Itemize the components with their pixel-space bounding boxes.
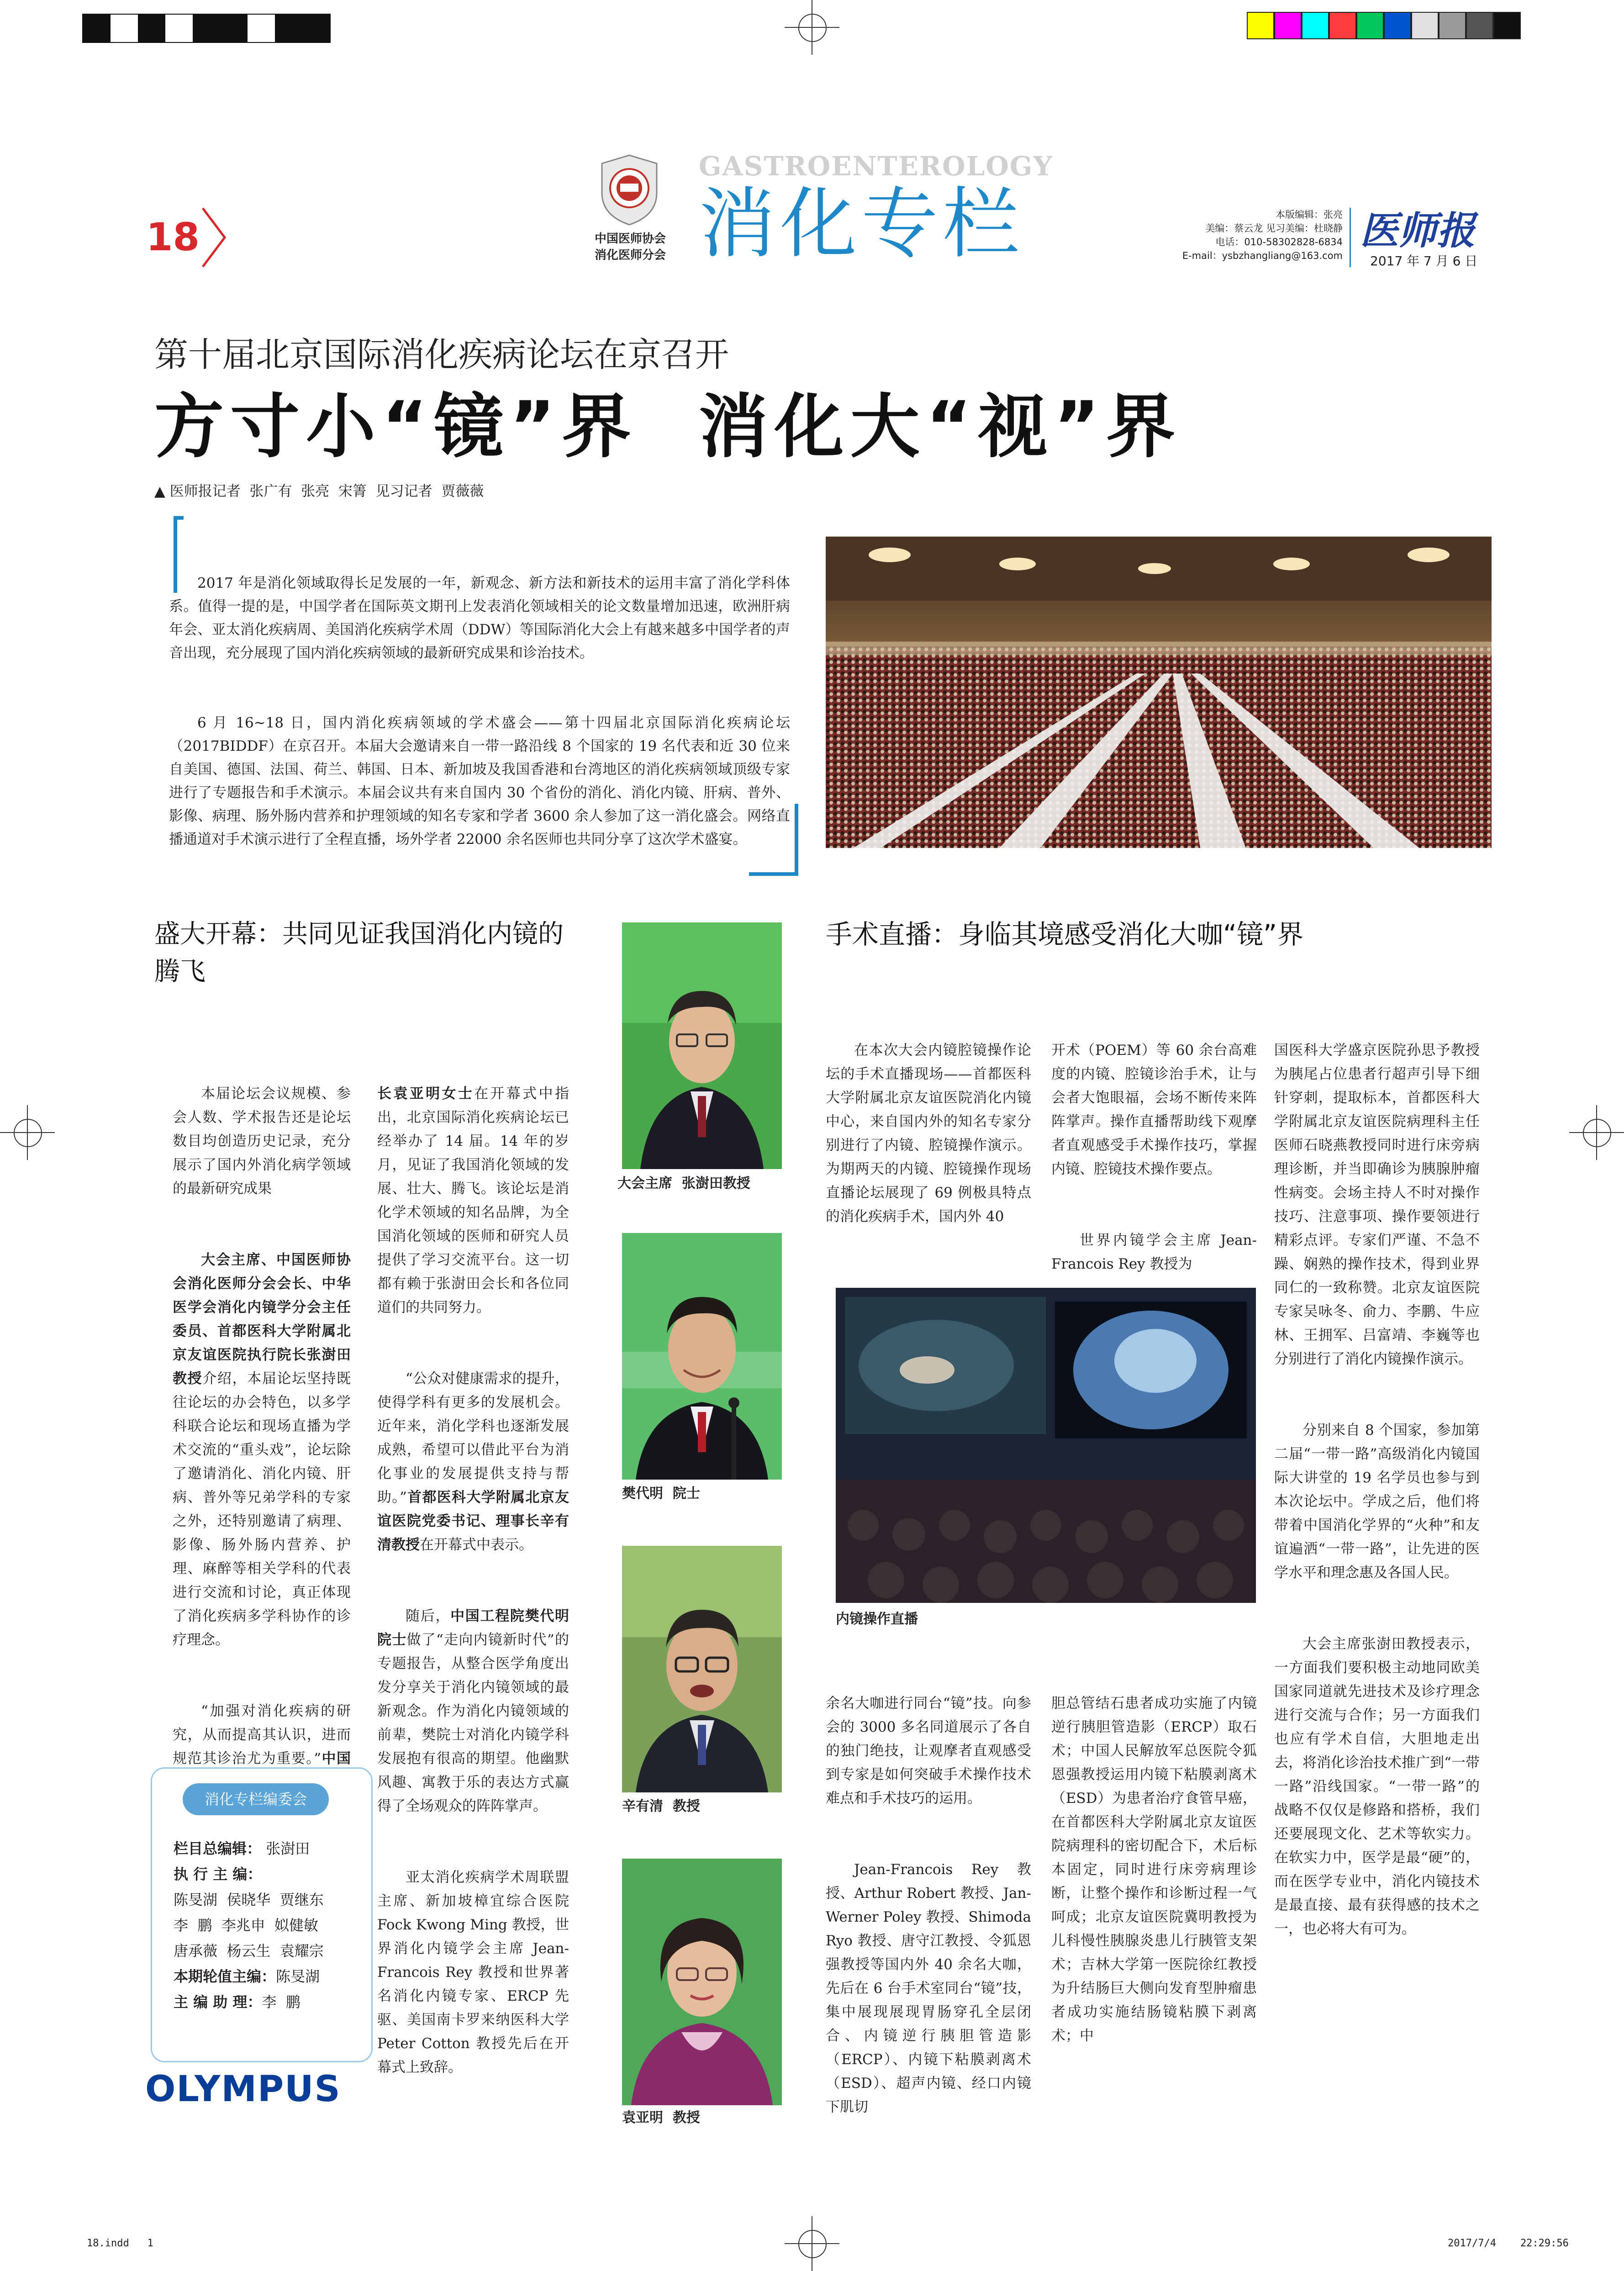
intro-text — [169, 525, 790, 875]
body-column-5 — [1274, 991, 1480, 1965]
col2-bold-2: 首都医科大学附属北京友谊医院党委书记、理事长辛有清教授 — [377, 1489, 569, 1553]
col2-paragraph-3 — [377, 1604, 569, 1818]
portrait-caption-3: 辛有清 教授 — [622, 1798, 700, 1814]
section-title-opening: 盛大开幕：共同见证我国消化内镜的腾飞 — [154, 919, 564, 986]
surgery-caption: 内镜操作直播 — [836, 1611, 918, 1627]
col2-bold-1: 长袁亚明女士 — [377, 1085, 475, 1102]
color-swatch — [1466, 12, 1493, 39]
footer-file: 18.indd 1 — [87, 2238, 153, 2249]
portrait-fan-daiming — [622, 1233, 782, 1480]
col1-bold-3: 中国 — [321, 1750, 351, 1767]
editorial-board-tab: 消化专栏编委会 — [183, 1783, 329, 1815]
rotating-editor-label: 本期轮值主编： — [174, 1968, 276, 1985]
col1-paragraph-1 — [173, 1082, 351, 1201]
article-kicker: 第十届北京国际消化疾病论坛在京召开 — [154, 335, 729, 374]
chief-editor-label: 栏目总编辑： — [174, 1840, 262, 1857]
intro-paragraph-1: 2017 年是消化领域取得长足发展的一年，新观念、新方法和新技术的运用丰富了消化学科体系。值得一提的是，中国学者在国际英文期刊上发表消化领域相关的论文数量增加迅速，欧洲肝病年会、亚太消化疾病周、美国消化疾病学术周（DDW）等国际消化大会上有越来越多中国学者的声音出现，充分展现了国内消化疾病领域的最新研究成果和诊治技术。 — [169, 575, 790, 661]
executive-editors-label: 执 行 主 编： — [174, 1865, 262, 1883]
credits — [1169, 208, 1343, 263]
editor-assistant-label: 主 编 助 理： — [174, 1993, 262, 2011]
credit-designer: 美编：蔡云龙 见习美编：杜晓静 — [1205, 223, 1343, 234]
col5-paragraph-1: 国医科大学盛京医院孙思予教授为胰尾占位患者行超声引导下细针穿刺，提取标本，首都医科大学附属北京友谊医院病理科主任医师石晓燕教授同时进行床旁病理诊断，并当即确诊为胰腺肿瘤性病变。会场主持人不时对操作技巧、注意事项、操作要领进行精彩点评。专家们严谨、不急不躁、娴熟的操作技术，得到业界同仁的一致称赞。北京友谊医院专家吴咏冬、俞力、李鹏、牛应林、王拥军、吕富靖、李巍等也分别进行了消化内镜操作演示。 — [1274, 1042, 1480, 1367]
registration-mark-top — [785, 0, 839, 55]
credit-email: E-mail：ysbzhangliang@163.com — [1182, 250, 1343, 261]
portrait-caption-1: 大会主席 张澍田教授 — [617, 1175, 750, 1191]
col4-paragraph-2: 世界内镜学会主席 Jean-Francois Rey 教授为 — [1051, 1232, 1257, 1272]
english-title: GASTROENTEROLOGY — [699, 151, 1053, 182]
sponsor-logo: OLYMPUS — [145, 2069, 341, 2110]
col2-text-1: 在开幕式中指出，北京国际消化疾病论坛已经举办了 14 届。14 年的岁月，见证了我国消化领域的发展、壮大、腾飞。该论坛是消化学术领域的知名品牌，为全国消化领域的医师和研究人员提供了学习交流平台。这一切都有赖于张澍田会长和各位同道们的共同努力。 — [377, 1085, 569, 1316]
col2-text-2b: 在开幕式中表示。 — [420, 1537, 533, 1553]
rotating-editor: 陈旻湖 — [276, 1968, 320, 1985]
intro-paragraph-2: 6 月 16~18 日，国内消化疾病领域的学术盛会——第十四届北京国际消化疾病论坛（2017BIDDF）在京召开。本届大会邀请来自一带一路沿线 8 个国家的 19 名代表和近 30 位来自美国、德国、法国、荷兰、韩国、日本、新加坡及我国香港和台湾地区的消化疾病领域顶级专家进行了专题报告和手术演示。本届会议共有来自国内 30 个省份的消化、消化内镜、肝病、普外、影像、病理、肠外肠内营养和护理领域的知名专家和学者 3600 余人参加了这一消化盛会。网络直播通道对手术演示进行了全程直播，场外学者 22000 余名医师也共同分享了这次学术盛宴。 — [169, 715, 790, 848]
color-swatch — [1274, 12, 1302, 39]
org-name — [575, 231, 685, 263]
col3-paragraph-1: 在本次大会内镜腔镜操作论坛的手术直播现场——首都医科大学附属北京友谊医院消化内镜中心，来自国内外的知名专家分别进行了内镜、腔镜操作演示。为期两天的内镜、腔镜操作现场直播论坛展现了 69 例极具特点的消化疾病手术，国内外 40 — [826, 1042, 1031, 1225]
grayscale-bar — [82, 14, 331, 43]
col2-text-3: 随后， — [406, 1608, 451, 1624]
body-column-2 — [377, 1034, 574, 2103]
org-line-2: 消化医师分会 — [594, 248, 666, 262]
editor-assistant: 李 鹏 — [262, 1993, 301, 2011]
col1-paragraph-2 — [173, 1248, 351, 1652]
color-swatch — [1439, 12, 1466, 39]
col2-paragraph-2 — [377, 1367, 569, 1557]
color-swatch — [1329, 12, 1356, 39]
association-seal-icon — [597, 153, 661, 227]
live-surgery-photo — [836, 1288, 1256, 1603]
executive-editors-line-1: 陈旻湖 侯晓华 贾继东 — [174, 1891, 324, 1908]
body-column-1 — [173, 1034, 351, 1818]
page-number: 18 — [146, 215, 200, 259]
portrait-xin-youqing — [622, 1546, 782, 1792]
col3-paragraph-2: 余名大咖进行同台“镜”技。向参会的 3000 多名同道展示了各自的独门绝技，让观摩者直观感受到专家是如何突破手术操作技术难点和手术技巧的运用。 — [826, 1695, 1031, 1807]
color-swatch — [1356, 12, 1384, 39]
portrait-caption-4: 袁亚明 教授 — [622, 2110, 700, 2126]
col5-paragraph-3: 大会主席张澍田教授表示，一方面我们要积极主动地同欧美国家同道就先进技术及诊疗理念进行交流与合作；另一方面我们也应有学术自信，大胆地走出去，将消化诊治技术推广到“一带一路”沿线国家。“一带一路”的战略不仅仅是修路和搭桥，我们还要展现文化、艺术等软实力。在软实力中，医学是最“硬”的，而在医学专业中，消化内镜技术是最直接、最有获得感的技术之一，也必将大有可为。 — [1274, 1636, 1480, 1937]
color-swatch — [1302, 12, 1329, 39]
col5-paragraph-2: 分别来自 8 个国家，参加第二届“一带一路”高级消化内镜国际大讲堂的 19 名学员也参与到本次论坛中。学成之后，他们将带着中国消化学界的“火种”和友谊遍洒“一带一路”，让先进的医学水平和理念惠及各国人民。 — [1274, 1422, 1480, 1581]
col4-paragraph-3: 胆总管结石患者成功实施了内镜逆行胰胆管造影（ERCP）取石术；中国人民解放军总医院令狐恩强教授运用内镜下粘膜剥离术（ESD）为患者治疗食管早癌，在首都医科大学附属北京友谊医院病理科的密切配合下，术后标本固定，同时进行床旁病理诊断，让整个操作和诊断过程一气呵成；北京友谊医院冀明教授为儿科慢性胰腺炎患儿行胰管支架术；吉林大学第一医院徐红教授为升结肠巨大侧向发育型肿瘤患者成功实施结肠镜粘膜下剥离术；中 — [1051, 1695, 1257, 2044]
body-column-3-top — [826, 991, 1031, 1252]
page-number-tab — [146, 205, 219, 269]
body-column-3-bottom — [826, 1644, 1036, 2143]
col3-paragraph-3: Jean-Francois Rey 教授、Arthur Robert 教授、Jan-Werner Poley 教授、Shimoda Ryo 教授、唐守江教授、令狐恩强教授等国内外 40 余名大咖，先后在 6 台手术室同台“镜”技，集中展现展现胃肠穿孔全层闭合、内镜逆行胰胆管造影（ERCP）、内镜下粘膜剥离术（ESD）、超声内镜、经口内镜下肌切 — [826, 1861, 1036, 2115]
col2-paragraph-1 — [377, 1082, 569, 1319]
chevron-right-icon — [200, 205, 227, 269]
registration-mark-left — [0, 1105, 55, 1160]
body-column-4-bottom — [1051, 1644, 1257, 2071]
executive-editors-line-3: 唐承薇 杨云生 袁耀宗 — [174, 1942, 324, 1960]
color-swatch — [1247, 12, 1274, 39]
col4-paragraph-1: 开术（POEM）等 60 余台高难度的内镜、腔镜诊治手术，让与会者大饱眼福，会场不断传来阵阵掌声。操作直播帮助线下观摩者直观感受手术操作技巧，掌握内镜、腔镜技术操作要点。 — [1051, 1042, 1257, 1177]
registration-mark-right — [1569, 1105, 1624, 1160]
col1-text-2: 介绍，本届论坛坚持既往论坛的办会特色，以多学科联合论坛和现场直播为学术交流的“重头戏”，论坛除了邀请消化、消化内镜、肝病、普外等兄弟学科的专家之外，还特别邀请了病理、影像、肠外肠内营养、护理、麻醉等相关学科的代表进行交流和讨论，真正体现了消化疾病多学科协作的诊疗理念。 — [173, 1370, 351, 1648]
portrait-caption-2: 樊代明 院士 — [622, 1486, 700, 1502]
footer-timestamp: 2017/7/4 22:29:56 — [1448, 2238, 1569, 2249]
color-swatch — [1411, 12, 1439, 39]
header-divider — [1350, 208, 1351, 267]
col2-text-3b: 做了“走向内镜新时代”的专题报告，从整合医学角度出发分享关于消化内镜领域的最新观念。作为消化内镜领域的前辈，樊院士对消化内镜学科发展抱有很高的期望。他幽默风趣、寓教于乐的表达方式赢得了全场观众的阵阵掌声。 — [377, 1632, 569, 1814]
col2-text-4: 亚太消化疾病学术周联盟主席、新加坡樟宜综合医院 Fock Kwong Ming 教授，世界消化内镜学会主席 Jean-Francois Rey 教授和世界著名消化内镜专家、ERCP 先驱、美国南卡罗来纳医科大学 Peter Cotton 教授先后在开幕式上致辞。 — [377, 1869, 574, 2076]
col2-bold-3: 中国工程院樊代明院士 — [377, 1608, 569, 1648]
body-column-4-top — [1051, 991, 1257, 1300]
color-swatch — [1493, 12, 1521, 39]
column-title: 消化专栏 — [699, 179, 1024, 269]
credit-phone: 电话：010-58302828-6834 — [1215, 237, 1343, 248]
editorial-board-list — [174, 1836, 365, 2015]
portrait-yuan-yaming — [622, 1859, 782, 2105]
executive-editors-line-2: 李 鹏 李兆申 姒健敏 — [174, 1917, 319, 1934]
registration-mark-bottom — [785, 2216, 839, 2271]
paper-name: 医师报 — [1360, 208, 1476, 253]
chief-editor: 张澍田 — [266, 1840, 310, 1857]
byline: ▲ 医师报记者 张广有 张亮 宋箐 见习记者 贾薇薇 — [154, 483, 484, 500]
col2-text-2: “公众对健康需求的提升，使得学科有更多的发展机会。近年来，消化学科也逐渐发展成熟，希望可以借此平台为消化事业的发展提供支持与帮助。” — [377, 1370, 569, 1506]
org-line-1: 中国医师协会 — [594, 232, 666, 246]
col1-text-3: “加强对消化疾病的研究，从而提高其认识，进而规范其诊治尤为重要。” — [173, 1703, 351, 1767]
conference-hall-photo — [826, 537, 1492, 848]
col2-paragraph-4 — [377, 1865, 574, 2079]
portrait-zhang-shutian — [622, 922, 782, 1169]
credit-editor: 本版编辑：张亮 — [1276, 209, 1343, 220]
issue-date: 2017 年 7 月 6 日 — [1370, 253, 1478, 269]
col1-text-1: 本届论坛会议规模、参会人数、学术报告还是论坛数目均创造历史记录，充分展示了国内外消化病学领域的最新研究成果 — [173, 1085, 351, 1197]
section-title-live-surgery: 手术直播：身临其境感受消化大咖“镜”界 — [826, 919, 1304, 950]
article-headline: 方寸小“镜”界 消化大“视”界 — [154, 386, 1182, 467]
color-swatch — [1384, 12, 1411, 39]
col1-bold-2: 大会主席、中国医师协会消化医师分会会长、中华医学会消化内镜学分会主任委员、首都医科大学附属北京友谊医院执行院长张澍田教授 — [173, 1252, 351, 1387]
